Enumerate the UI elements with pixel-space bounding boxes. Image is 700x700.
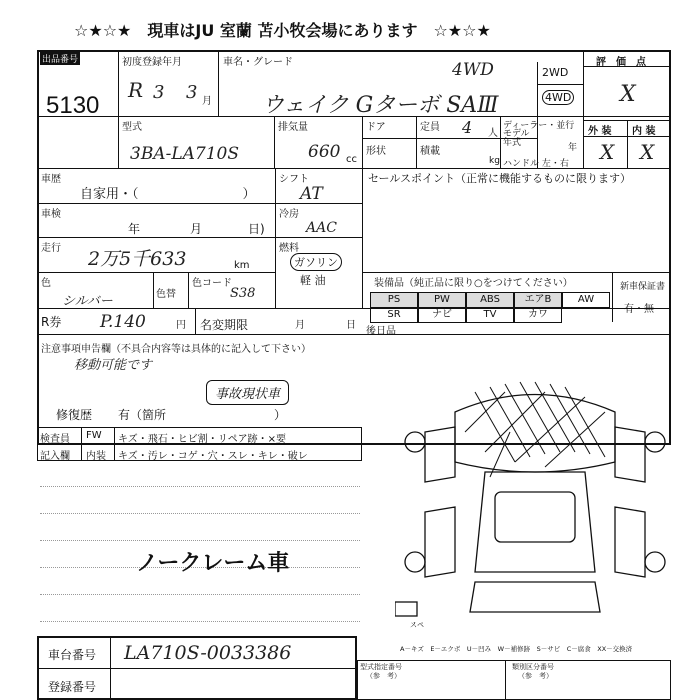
evaluation-value: X [620,82,636,107]
category-sub: （参 考） [518,672,553,680]
equipment-label: 装備品（純正品に限り○をつけてください） [374,278,573,289]
drive-opt-2wd: 2WD [542,66,569,79]
fuel-gasoline: ガソリン [290,253,342,271]
repair-label: 修復歴 [56,408,93,422]
category-label: 類別区分番号 [512,663,554,671]
int-label: 内 装 [632,126,656,137]
color-code-value: S38 [230,286,256,301]
model-year-label: モデル 年式 [503,129,530,148]
door-label: ドア [366,122,386,133]
first-reg-label: 初度登録年月 [122,57,182,68]
fuel-label: 燃料 [279,243,299,254]
lot-number: 5130 [46,92,100,119]
equipment-sr: SR [370,307,418,323]
handle-label: ハンドル 左・右 [503,159,569,169]
mileage-unit: km [234,260,250,271]
lot-label: 出品番号 [40,52,80,65]
ext-value: X [600,140,615,164]
first-reg-year: 3 [153,82,165,103]
meigi-label: 名変期限 [200,318,249,332]
inspection-label: 車検 [41,209,61,220]
equipment-ナビ: ナビ [418,307,466,323]
drive-opt-4wd: 4WD [542,90,574,105]
after-reg-label: 後日品 [366,326,396,337]
model-value: 3BA-LA710S [130,144,239,164]
inspector-label2: 記入欄 [40,451,70,462]
shape-label: 形状 [366,146,386,157]
header-banner: ☆★☆★ 現車はJU 室蘭 苫小牧会場にあります ☆★☆★ [74,21,491,40]
equipment-abs: ABS [466,292,514,308]
load-label: 積載 [420,146,440,157]
cooling-label: 冷房 [279,209,299,220]
displacement-value: 660 [308,142,341,162]
inspector-tag2: 内装 [86,451,106,462]
color-value: シルバー [62,294,113,309]
inspection-day: 日) [248,222,265,236]
load-unit: kg [489,156,500,166]
inspection-year: 年 [128,222,141,236]
inspector-label1: 検査員 [40,434,70,445]
car-condition-diagram [395,372,675,627]
equipment-pw: PW [418,292,466,308]
history-label: 車歴 [41,174,61,185]
notes-boxed: 事故現状車 [206,380,289,405]
car-name-label: 車名・グレード [223,57,293,68]
ext-label: 外 装 [588,126,612,137]
first-reg-month: 3 [186,82,198,103]
displacement-label: 排気量 [278,122,308,133]
notes-line1: 移動可能です [74,358,153,373]
equipment-tv: TV [466,307,514,323]
equipment-カワ: カワ [514,307,562,323]
notes-label: 注意事項申告欄（不具合内容等は具体的に記入して下さい） [41,344,311,355]
equipment-aw: AW [562,292,610,308]
inspector-text2: キズ・汚レ・コゲ・穴・スレ・キレ・破レ [118,451,308,462]
capacity-value: 4 [462,118,473,137]
equipment-エアb: エアB [514,292,562,308]
mileage-value: 2万5千633 [88,248,187,270]
equipment-ps: PS [370,292,418,308]
color-code-label: 色コード [192,278,232,289]
model-year-unit: 年 [568,143,578,153]
sales-point-label: セールスポイント（正常に機能するものに限ります） [368,172,632,185]
color-label: 色 [41,278,51,289]
chassis-label: 車台番号 [48,648,97,662]
first-reg-era: R [128,78,144,102]
designation-label: 型式指定番号 [360,663,402,671]
capacity-unit: 人 [488,128,498,139]
model-label: 型式 [122,122,142,133]
warranty-value: 有・無 [624,304,654,315]
history-value: 自家用・（ ） [80,187,256,202]
int-value: X [640,140,655,164]
plate-label: 登録番号 [48,680,97,694]
inspection-month: 月 [190,222,203,236]
color-change-label: 色替 [156,289,176,300]
inspector-tag1: FW [86,430,102,441]
fuel-diesel: 軽 油 [300,274,326,287]
damage-legend: A－キズ E－エクボ U－凹み W－補修跡 S－サビ C－腐食 XX－交換済 [400,645,633,653]
capacity-label: 定員 [420,122,440,133]
chassis-value: LA710S-0033386 [124,642,292,664]
evaluation-label: 評 価 点 [596,57,646,68]
car-name: ウェイク Gターボ SAⅢ [262,93,499,118]
mileage-label: 走行 [41,243,61,254]
recycle-value: P.140 [100,312,146,332]
repair-value: 有（箇所 ） [118,408,287,422]
car-drive: 4WD [452,60,494,80]
meigi-month: 月 [295,320,305,331]
inspector-text1: キズ・飛石・ヒビ割・リペア跡・×要 [118,434,286,445]
dealer-label: ディーラー・並行 [503,121,575,131]
recycle-unit: 円 [176,320,186,331]
designation-sub: （参 考） [366,672,401,680]
no-claim-stamp: ノークレーム車 [136,551,290,576]
displacement-unit: cc [346,154,357,165]
cooling-value: AAC [306,220,337,236]
diagram-front-label: スペ [410,621,424,629]
shift-value: AT [300,184,323,204]
first-reg-month-unit: 月 [202,96,212,107]
warranty-label: 新車保証書 [620,282,666,292]
shift-label: シフト [279,174,309,185]
meigi-day: 日 [346,320,356,331]
recycle-label: R券 [41,315,62,329]
